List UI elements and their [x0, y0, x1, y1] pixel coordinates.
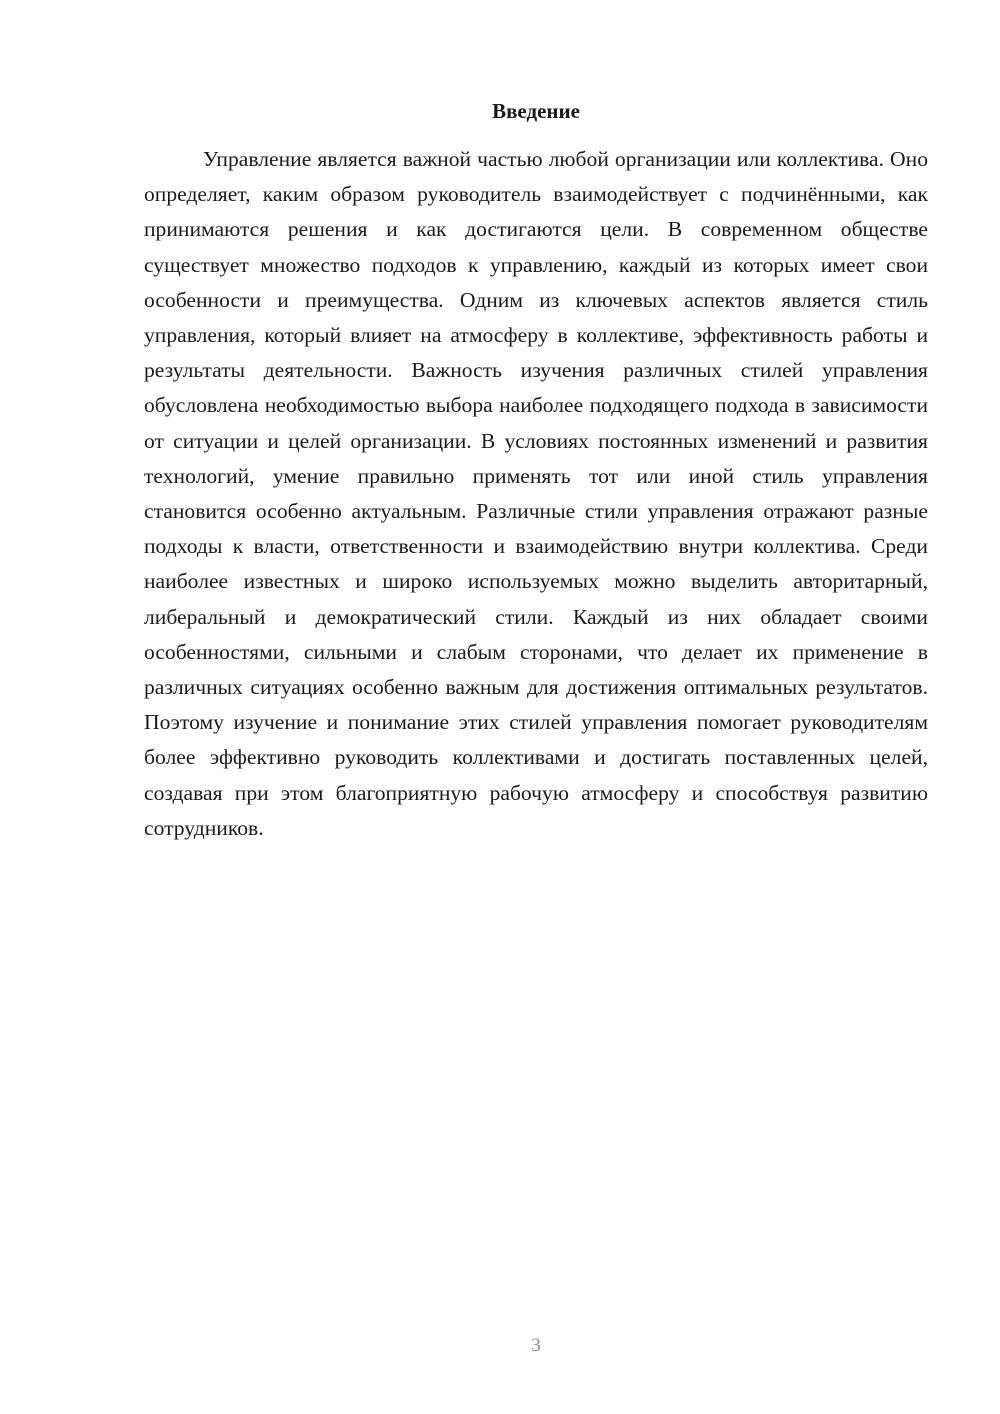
- page-number: 3: [531, 1335, 541, 1356]
- body-paragraph: Управление является важной частью любой организации или коллектива. Оно определяет, каким образом руководитель взаимодействует с подчинёнными, как принимаются решения и как достигаются цели. В современном обществе существует множество подходов к управлению, каждый из которых имеет свои особенности и преимущества. Одним из ключевых аспектов является стиль управления, который влияет на атмосферу в коллективе, эффективность работы и результаты деятельности. Важность изучения различных стилей управления обусловлена необходимостью выбора наиболее подходящего подхода в зависимости от ситуации и целей организации. В условиях постоянных изменений и развития технологий, умение правильно применять тот или иной стиль управления становится особенно актуальным. Различные стили управления отражают разные подходы к власти, ответственности и взаимодействию внутри коллектива. Среди наиболее известных и широко используемых можно выделить авторитарный, либеральный и демократический стили. Каждый из них обладает своими особенностями, сильными и слабым сторонами, что делает их применение в различных ситуациях особенно важным для достижения оптимальных результатов. Поэтому изучение и понимание этих стилей управления помогает руководителям более эффективно руководить коллективами и достигать поставленных целей, создавая при этом благоприятную рабочую атмосферу и способствуя развитию сотрудников.: [144, 147, 928, 840]
- section-heading: Введение: [492, 99, 580, 123]
